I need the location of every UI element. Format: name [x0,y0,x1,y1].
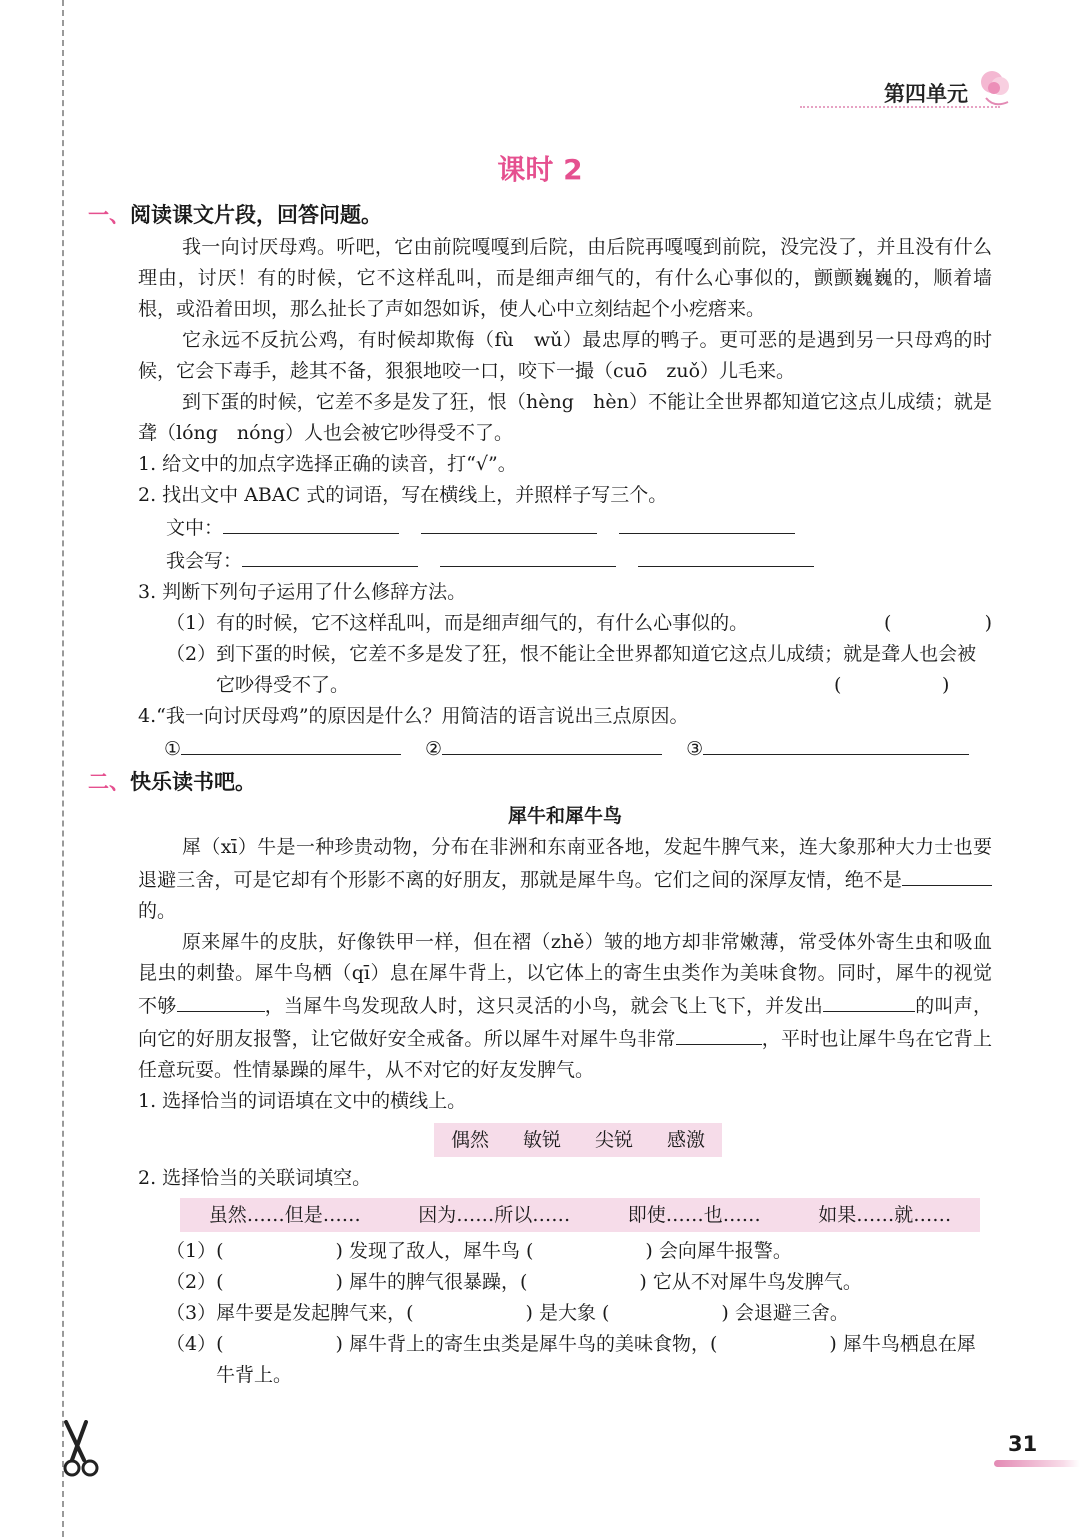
section2-heading-text: 快乐读书吧。 [130,770,256,794]
unit-label: 第四单元 [884,82,968,106]
story-question-2: 2. 选择恰当的关联词填空。 [138,1167,372,1189]
word-option: 敏锐 [522,1128,561,1151]
answer-blank[interactable] [242,544,418,567]
question-3: 3. 判断下列句子运用了什么修辞方法。 [138,581,467,603]
conjunction-bank [180,1198,980,1232]
header-rule [800,106,1000,108]
scissors-icon [60,1420,104,1480]
section1-heading [88,198,992,232]
worksheet-content [88,198,992,1391]
section2-number: 二、 [88,770,130,794]
answer-blank[interactable] [177,989,265,1012]
fill-item-4: （4）( ) 犀牛背上的寄生虫类是犀牛鸟的美味食物，( ) 犀牛鸟栖息在犀牛背上。 [166,1333,976,1386]
conjunction-option: 如果……就…… [818,1203,952,1226]
passage-paragraph-3: 到下蛋的时候，它差不多是发了狂，恨（hèng hèn）不能让全世界都知道它这点儿成绩；就是聋（lóng nóng）人也会被它吵得受不了。 [138,391,992,444]
answer-blank[interactable] [638,544,814,567]
answer-blank[interactable] [421,511,597,534]
conjunction-option: 即使……也…… [627,1203,761,1226]
section1-number: 一、 [88,203,130,227]
word-option: 偶然 [450,1128,489,1151]
answer-blank[interactable] [181,732,401,755]
answer-paren[interactable]: ( ) [884,612,992,634]
q3-item-2 [88,639,992,701]
passage-paragraph-1: 我一向讨厌母鸡。听吧，它由前院嘎嘎到后院，由后院再嘎嘎到前院，没完没了，并且没有什么理由，讨厌！有的时候，它不这样乱叫，而是细声细气的，有什么心事似的，颤颤巍巍的，顺着墙根，或沿着田坝，那么扯长了声如怨如诉，使人心中立刻结起个小疙瘩来。 [138,236,992,320]
word-option: 尖锐 [594,1128,633,1151]
question-1: 1. 给文中的加点字选择正确的读音，打“√”。 [138,453,517,475]
answer-blank[interactable] [442,732,662,755]
answer-paren[interactable]: ( ) [834,674,950,696]
word-option: 感激 [666,1128,705,1151]
q3-item-1-text: （1）有的时候，它不这样乱叫，而是细声细气的，有什么心事似的。 [166,612,749,634]
question-4: 4.“我一向讨厌母鸡”的原因是什么？用简洁的语言说出三点原因。 [138,705,689,727]
story-question-1: 1. 选择恰当的词语填在文中的横线上。 [138,1090,467,1112]
q2-write-row [88,544,992,577]
question-2: 2. 找出文中 ABAC 式的词语，写在横线上，并照样子写三个。 [138,484,668,506]
section1-heading-text: 阅读课文片段，回答问题。 [130,203,382,227]
story-paragraph-2: 原来犀牛的皮肤，好像铁甲一样，但在褶（zhě）皱的地方却非常嫩薄，常受体外寄生虫和吸血昆虫的刺蛰。犀牛鸟栖（qī）息在犀牛背上，以它体上的寄生虫类作为美味食物。同时，犀牛的视觉不够 ，当犀牛鸟发现敌人时，这只灵活的小鸟，就会飞上飞下，并发出 的叫声，向它的好朋友报警，让它做好安全戒备。所以犀牛对犀牛鸟非常 ，平时也让犀牛鸟在它背上任意玩耍。性情暴躁的犀牛，从不对它的好友发脾气。 [138,931,992,1081]
fill-item-1: （1）( ) 发现了敌人，犀牛鸟 ( ) 会向犀牛报警。 [166,1240,792,1262]
q2-text-row [88,511,992,544]
answer-blank[interactable] [902,863,992,886]
q3-item-1 [88,608,992,639]
answer-blank[interactable] [823,989,915,1012]
story-title: 犀牛和犀牛鸟 [507,805,622,827]
cut-line [62,0,64,1537]
conjunction-option: 因为……所以…… [418,1203,571,1226]
passage-paragraph-2: 它永远不反抗公鸡，有时候却欺侮（fù wǔ）最忠厚的鸭子。更可恶的是遇到另一只母鸡的时候，它会下毒手，趁其不备，狠狠地咬一口，咬下一撮（cuō zuǒ）儿毛来。 [138,329,992,382]
answer-blank[interactable] [703,732,969,755]
page-number-bar [994,1460,1080,1467]
word-bank [434,1123,722,1157]
section2-heading [88,765,992,799]
answer-blank[interactable] [676,1022,762,1045]
page-number: 31 [1008,1432,1038,1456]
answer-blank[interactable] [223,511,399,534]
flower-icon [972,64,1020,112]
lesson-title: 课时 2 [497,153,583,186]
q3-item-2-text: （2）到下蛋的时候，它差不多是发了狂，恨不能让全世界都知道它这点儿成绩；就是聋人也会被它吵得受不了。 [166,643,977,696]
q2-write-label: 我会写： [166,550,243,572]
conjunction-option: 虽然……但是…… [208,1203,361,1226]
q2-text-label: 文中： [166,517,224,539]
fill-item-3: （3）犀牛要是发起脾气来，( ) 是大象 ( ) 会退避三舍。 [166,1302,849,1324]
story-paragraph-1: 犀（xī）牛是一种珍贵动物，分布在非洲和东南亚各地，发起牛脾气来，连大象那种大力士也要退避三舍，可是它却有个形影不离的好朋友，那就是犀牛鸟。它们之间的深厚友情，绝不是的。 [138,836,992,922]
answer-blank[interactable] [440,544,616,567]
answer-blank[interactable] [619,511,795,534]
q4-answer-row: ① ② ③ [88,732,992,765]
fill-item-2: （2）( ) 犀牛的脾气很暴躁，( ) 它从不对犀牛鸟发脾气。 [166,1271,862,1293]
